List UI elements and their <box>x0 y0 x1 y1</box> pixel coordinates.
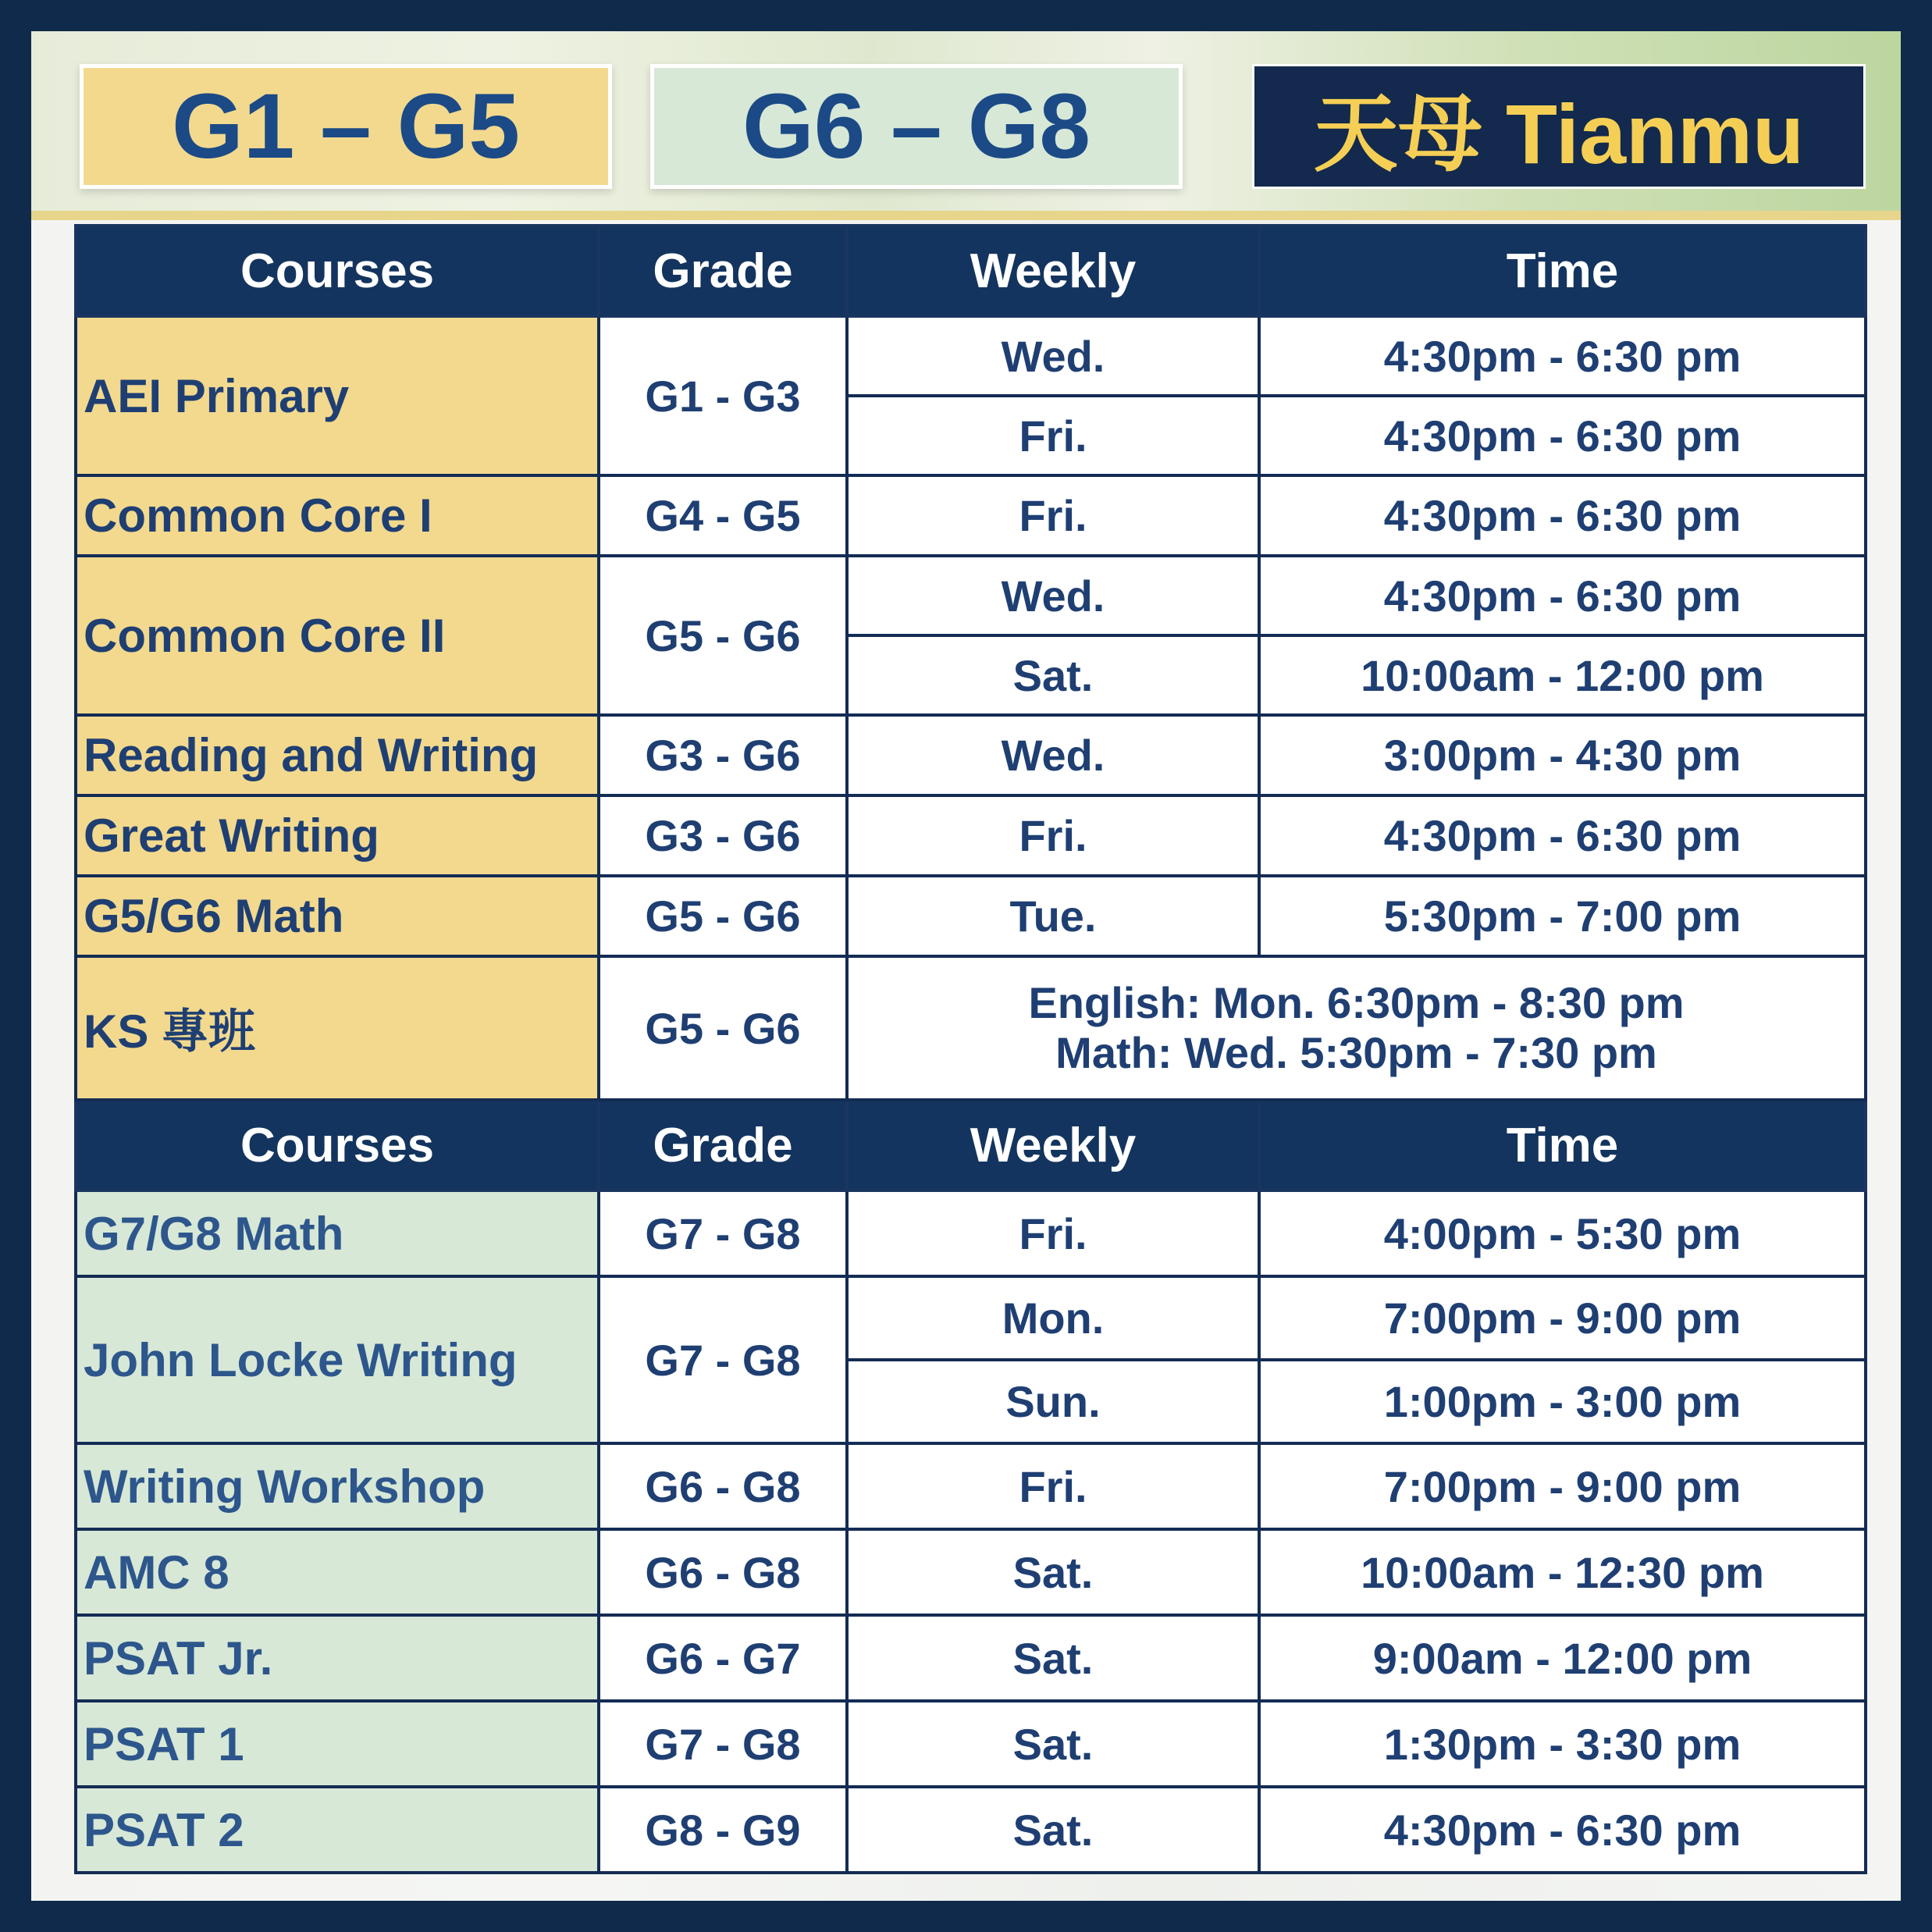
header-row-g6g8 <box>76 1100 1866 1190</box>
weekday: Fri. <box>847 396 1259 475</box>
course-name: G7/G8 Math <box>76 1190 599 1276</box>
weekday: Sat. <box>847 1615 1259 1701</box>
table-row <box>76 876 1866 956</box>
course-name: Great Writing <box>76 795 599 876</box>
course-name: PSAT Jr. <box>76 1615 599 1701</box>
column-header-time: Time <box>1259 226 1866 316</box>
course-name: Common Core II <box>76 556 599 715</box>
course-name: KS 專班 <box>76 956 599 1100</box>
time-slot: 3:00pm - 4:30 pm <box>1259 715 1866 795</box>
weekday: Sun. <box>847 1360 1259 1443</box>
column-header-courses: Courses <box>76 226 599 316</box>
grade-range: G7 - G8 <box>599 1701 847 1787</box>
grade-range: G3 - G6 <box>599 795 847 876</box>
time-slot: 7:00pm - 9:00 pm <box>1259 1443 1866 1529</box>
grade-range: G7 - G8 <box>599 1276 847 1443</box>
schedule-line: English: Mon. 6:30pm - 8:30 pm <box>1028 978 1685 1027</box>
weekday: Fri. <box>847 475 1259 556</box>
weekday: Fri. <box>847 1190 1259 1276</box>
weekday: Wed. <box>847 715 1259 795</box>
course-name: PSAT 1 <box>76 1701 599 1787</box>
grade-range: G3 - G6 <box>599 715 847 795</box>
course-name: AEI Primary <box>76 316 599 475</box>
course-name: AMC 8 <box>76 1529 599 1615</box>
table-row <box>76 1190 1866 1276</box>
location-tag: 天母 Tianmu <box>1252 64 1866 189</box>
column-header-courses: Courses <box>76 1100 599 1190</box>
column-header-weekly: Weekly <box>847 1100 1259 1190</box>
time-slot: 10:00am - 12:30 pm <box>1259 1529 1866 1615</box>
course-name: Reading and Writing <box>76 715 599 795</box>
grade-range: G8 - G9 <box>599 1787 847 1873</box>
table-row <box>76 1276 1866 1360</box>
time-slot: 5:30pm - 7:00 pm <box>1259 876 1866 956</box>
schedule-panel <box>31 31 1901 1901</box>
table-row <box>76 956 1866 1100</box>
combined-schedule <box>847 956 1866 1100</box>
grade-range: G5 - G6 <box>599 956 847 1100</box>
time-slot: 1:30pm - 3:30 pm <box>1259 1701 1866 1787</box>
grade-range: G7 - G8 <box>599 1190 847 1276</box>
time-slot: 4:30pm - 6:30 pm <box>1259 795 1866 876</box>
grade-range: G6 - G8 <box>599 1529 847 1615</box>
weekday: Fri. <box>847 1443 1259 1529</box>
table-row <box>76 475 1866 556</box>
weekday: Wed. <box>847 556 1259 635</box>
weekday: Sat. <box>847 1787 1259 1873</box>
weekday: Sat. <box>847 635 1259 715</box>
table-row <box>76 1787 1866 1873</box>
banner-divider <box>31 211 1901 220</box>
weekday: Mon. <box>847 1276 1259 1360</box>
table-row <box>76 1443 1866 1529</box>
grade-tag-g6-g8: G6 – G8 <box>650 64 1183 189</box>
column-header-time: Time <box>1259 1100 1866 1190</box>
table-row <box>76 1701 1866 1787</box>
grade-range: G5 - G6 <box>599 876 847 956</box>
weekday: Tue. <box>847 876 1259 956</box>
column-header-grade: Grade <box>599 1100 847 1190</box>
table-row <box>76 795 1866 876</box>
table-row <box>76 316 1866 396</box>
schedule-line: Math: Wed. 5:30pm - 7:30 pm <box>1055 1028 1657 1077</box>
time-slot: 4:30pm - 6:30 pm <box>1259 396 1866 475</box>
weekday: Sat. <box>847 1701 1259 1787</box>
weekday: Sat. <box>847 1529 1259 1615</box>
time-slot: 10:00am - 12:00 pm <box>1259 635 1866 715</box>
time-slot: 4:30pm - 6:30 pm <box>1259 475 1866 556</box>
course-name: PSAT 2 <box>76 1787 599 1873</box>
course-name: Common Core I <box>76 475 599 556</box>
time-slot: 4:30pm - 6:30 pm <box>1259 556 1866 635</box>
course-name: John Locke Writing <box>76 1276 599 1443</box>
course-name: Writing Workshop <box>76 1443 599 1529</box>
grade-tag-g1-g5: G1 – G5 <box>80 64 612 189</box>
time-slot: 1:00pm - 3:00 pm <box>1259 1360 1866 1443</box>
time-slot: 4:30pm - 6:30 pm <box>1259 316 1866 396</box>
column-header-weekly: Weekly <box>847 226 1259 316</box>
time-slot: 9:00am - 12:00 pm <box>1259 1615 1866 1701</box>
weekday: Wed. <box>847 316 1259 396</box>
grade-range: G5 - G6 <box>599 556 847 715</box>
table-row <box>76 556 1866 635</box>
grade-range: G6 - G7 <box>599 1615 847 1701</box>
table-row <box>76 1529 1866 1615</box>
schedule-table <box>74 224 1867 1874</box>
column-header-grade: Grade <box>599 226 847 316</box>
weekday: Fri. <box>847 795 1259 876</box>
grade-range: G1 - G3 <box>599 316 847 475</box>
time-slot: 4:30pm - 6:30 pm <box>1259 1787 1866 1873</box>
time-slot: 7:00pm - 9:00 pm <box>1259 1276 1866 1360</box>
header-row-g1g5 <box>76 226 1866 316</box>
table-row <box>76 1615 1866 1701</box>
table-row <box>76 715 1866 795</box>
course-name: G5/G6 Math <box>76 876 599 956</box>
time-slot: 4:00pm - 5:30 pm <box>1259 1190 1866 1276</box>
grade-range: G4 - G5 <box>599 475 847 556</box>
grade-range: G6 - G8 <box>599 1443 847 1529</box>
